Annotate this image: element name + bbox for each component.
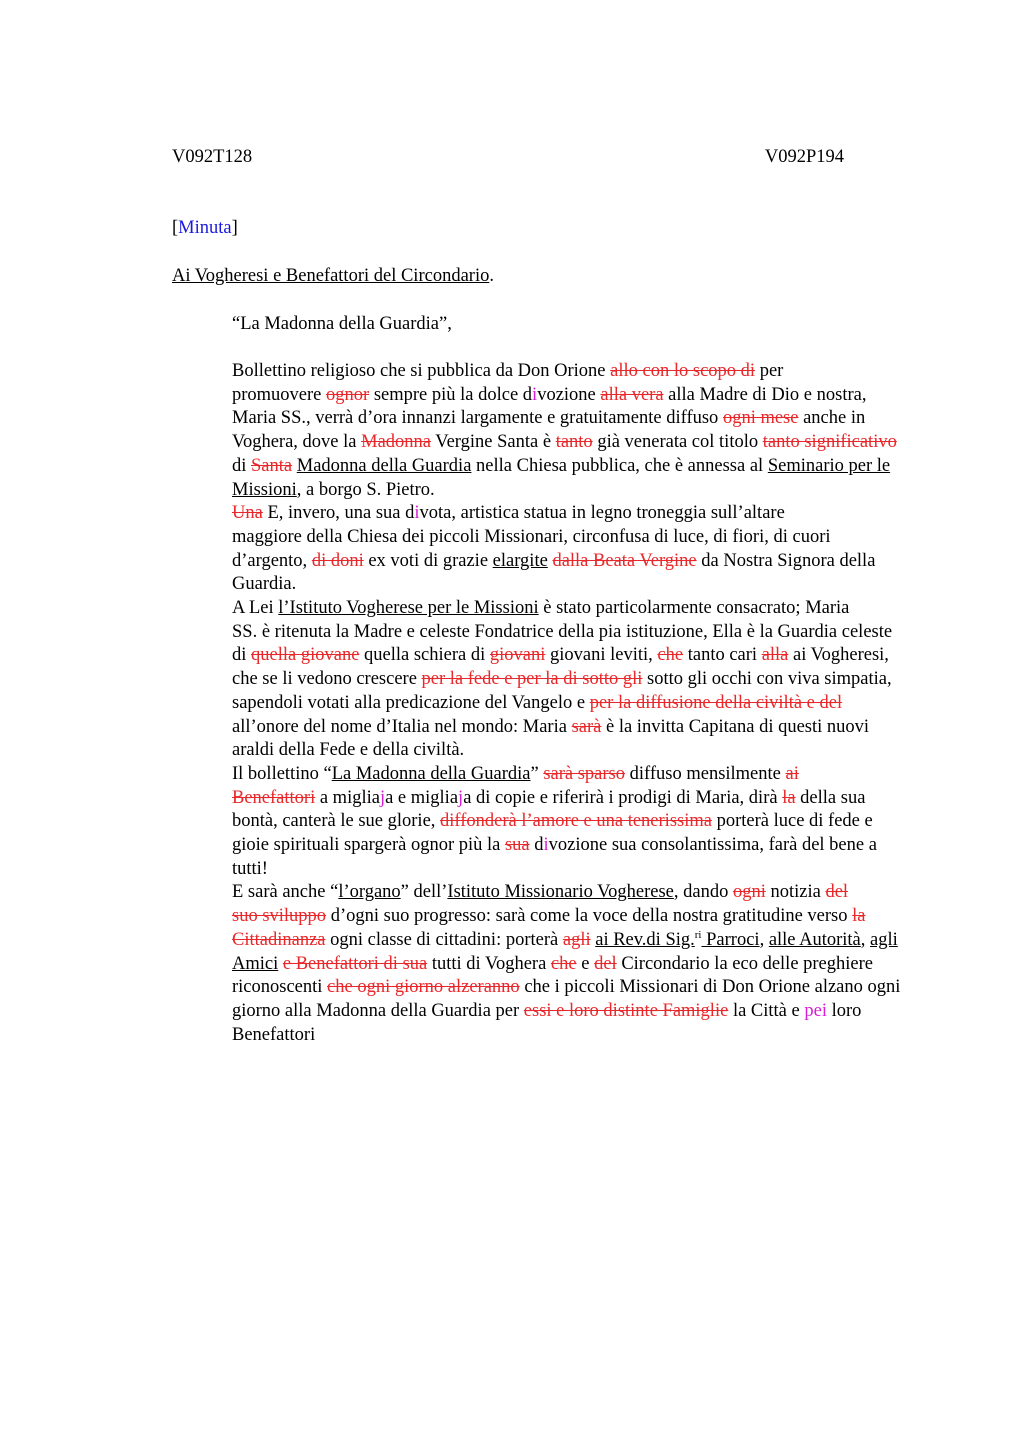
deleted-text: alla	[761, 645, 789, 666]
text-run: diffuso mensilmente	[625, 763, 786, 784]
deleted-text: Una	[232, 503, 263, 524]
text-line	[172, 550, 932, 574]
document-header	[172, 146, 844, 170]
bulletin-title: “La Madonna della Guardia”,	[232, 314, 452, 334]
text-run: d’argento,	[232, 550, 312, 571]
deleted-text: diffonderà l’amore e una tenerissima	[440, 811, 712, 832]
text-run: , dando	[673, 882, 733, 903]
inserted-letter: i	[414, 503, 420, 524]
deleted-text: agli	[562, 929, 591, 950]
text-run: nella Chiesa pubblica, che è annessa al	[471, 455, 768, 476]
text-run: Guardia.	[232, 574, 297, 595]
text-run: la Città e	[728, 1000, 805, 1021]
underlined-text: ai Rev.di Sig.	[595, 929, 695, 950]
text-line	[172, 834, 932, 858]
underlined-text: elargite	[492, 550, 548, 571]
label-close-bracket: ]	[231, 218, 238, 238]
inserted-letter: j	[458, 787, 464, 808]
text-run: a di copie e riferirà i prodigi di Maria, dirà	[463, 787, 783, 808]
text-run: di	[232, 645, 252, 666]
text-run: ”	[530, 763, 544, 784]
deleted-text: Benefattori	[232, 787, 316, 808]
underlined-text: l’Istituto Vogherese per le Missioni	[278, 598, 539, 619]
label-text: Minuta	[178, 218, 232, 238]
text-run: promuovere	[232, 384, 327, 405]
deleted-text: Madonna	[361, 432, 431, 453]
text-run: Voghera, dove la	[232, 432, 362, 453]
text-run: , a borgo S. Pietro.	[296, 479, 435, 500]
text-run: E sarà anche “	[232, 882, 339, 903]
deleted-text: la	[852, 906, 866, 927]
text-line	[172, 1024, 932, 1048]
text-run: tutti!	[232, 858, 268, 879]
deleted-text: di doni	[311, 550, 364, 571]
text-line	[172, 597, 932, 621]
text-line	[172, 953, 932, 977]
text-line	[172, 881, 932, 905]
text-run: vozione sua consolantissima, farà del bene a	[548, 835, 877, 856]
deleted-text: tanto significativo	[762, 432, 897, 453]
text-run: e	[576, 953, 595, 974]
underlined-text: Istituto Missionario Vogherese	[447, 882, 674, 903]
text-line	[172, 692, 932, 716]
address-line	[172, 265, 494, 289]
underlined-text: Amici	[232, 953, 279, 974]
underlined-text: agli	[870, 929, 898, 950]
text-run: per	[755, 361, 784, 381]
superscript-text: ri	[694, 928, 702, 941]
text-line	[172, 763, 932, 787]
address-text: Ai Vogheresi e Benefattori del Circondario	[172, 266, 490, 286]
text-line	[172, 431, 932, 455]
deleted-text: la	[782, 787, 796, 808]
text-run: Benefattori	[232, 1024, 316, 1045]
underlined-text: Seminario per le	[767, 455, 891, 476]
text-run: sempre più la dolce d	[369, 384, 533, 405]
deleted-text: essi e loro distinte Famiglie	[523, 1000, 729, 1021]
text-run: tutti di Voghera	[427, 953, 551, 974]
text-run: ai Vogheresi,	[788, 645, 889, 666]
text-run: anche in	[798, 408, 866, 429]
deleted-text: che	[550, 953, 577, 974]
deleted-text: del	[594, 953, 617, 974]
text-run: Bollettino religioso che si pubblica da Don Orione	[232, 361, 611, 381]
text-line	[172, 407, 932, 431]
text-run: della sua	[795, 787, 866, 808]
text-run: ,	[860, 929, 871, 950]
letter-body	[172, 360, 932, 1047]
text-line	[172, 526, 932, 550]
text-run: tanto cari	[683, 645, 762, 666]
text-run: Circondario la eco delle preghiere	[616, 953, 873, 974]
inserted-letter: i	[532, 384, 538, 405]
text-run: bontà, canterà le sue glorie,	[232, 811, 441, 832]
text-line	[172, 502, 932, 526]
text-run: d	[529, 835, 544, 856]
text-run: ogni classe di cittadini: porterà	[325, 929, 563, 950]
text-line	[172, 621, 932, 645]
text-run: di	[232, 455, 252, 476]
paragraph	[172, 502, 932, 597]
deleted-text: ogni mese	[722, 408, 799, 429]
text-run: ex voti di grazie	[363, 550, 493, 571]
text-run: a e miglia	[385, 787, 459, 808]
text-run: Il bollettino “	[232, 763, 332, 784]
deleted-text: sua	[504, 835, 530, 856]
text-run: ” dell’	[400, 882, 448, 903]
text-run: quella schiera di	[359, 645, 490, 666]
paragraph	[172, 881, 932, 1047]
paragraph	[172, 597, 932, 763]
underlined-text: Madonna della Guardia	[296, 455, 472, 476]
text-line	[172, 1000, 932, 1024]
deleted-text: Cittadinanza	[232, 929, 326, 950]
deleted-text: che ogni giorno alzeranno	[327, 977, 520, 998]
text-run: vozione	[537, 384, 601, 405]
document-code-left: V092T128	[172, 147, 253, 167]
deleted-text: e Benefattori di sua	[282, 953, 428, 974]
text-run: sotto gli occhi con viva simpatia,	[642, 669, 892, 690]
text-line	[172, 739, 932, 763]
underlined-text: Parroci	[701, 929, 760, 950]
text-line	[172, 905, 932, 929]
text-line	[172, 360, 932, 384]
address-period: .	[489, 266, 494, 286]
deleted-text: che	[657, 645, 684, 666]
deleted-text: dalla Beata Vergine	[552, 550, 697, 571]
deleted-text: sarà	[571, 716, 602, 737]
text-run: Maria SS., verrà d’ora innanzi largamente e gratuitamente diffuso	[232, 408, 723, 429]
text-run: ,	[759, 929, 769, 950]
deleted-text: suo sviluppo	[232, 906, 327, 927]
deleted-text: alla vera	[600, 384, 664, 405]
text-line	[172, 644, 932, 668]
text-run: è stato particolarmente consacrato; Maria	[538, 598, 850, 619]
text-run: Vergine Santa è	[431, 432, 556, 453]
text-line	[172, 455, 932, 479]
document-code-right: V092P194	[764, 147, 844, 167]
deleted-text: Santa	[251, 455, 293, 476]
inserted-letter: i	[543, 835, 549, 856]
paragraph	[172, 360, 932, 502]
text-line	[172, 976, 932, 1000]
deleted-text: ognor	[326, 384, 370, 405]
underlined-text: La Madonna della Guardia	[331, 763, 531, 784]
text-line	[172, 716, 932, 740]
text-line	[172, 384, 932, 408]
label-open-bracket: [	[172, 218, 179, 238]
text-run: maggiore della Chiesa dei piccoli Missionari, circonfusa di luce, di fiori, di cuori	[232, 526, 831, 547]
deleted-text: per la diffusione della civiltà e del	[589, 692, 843, 713]
deleted-text: tanto	[555, 432, 593, 453]
text-run: giovani leviti,	[545, 645, 658, 666]
text-run: gioie spirituali spargerà ognor più la	[232, 835, 505, 856]
text-run: vota, artistica statua in legno troneggia sull’altare	[419, 503, 785, 524]
text-run: porterà luce di fede e	[711, 811, 873, 832]
text-run: a miglia	[315, 787, 380, 808]
deleted-text: sarà sparso	[543, 763, 626, 784]
text-run: alla Madre di Dio e nostra,	[663, 384, 867, 405]
text-run: che se li vedono crescere	[232, 669, 422, 690]
deleted-text: del	[825, 882, 849, 903]
underlined-text: Missioni	[232, 479, 297, 500]
document-type-label	[172, 217, 238, 241]
underlined-text: l’organo	[338, 882, 401, 903]
deleted-text: per la fede e per la di sotto gli	[421, 669, 643, 690]
text-line	[172, 810, 932, 834]
underlined-text: alle Autorità	[768, 929, 861, 950]
inserted-letter: j	[379, 787, 386, 808]
text-run: riconoscenti	[232, 977, 328, 998]
text-run: sapendoli votati alla predicazione del Vangelo e	[232, 692, 590, 713]
text-run: giorno alla Madonna della Guardia per	[232, 1000, 524, 1021]
text-run: SS. è ritenuta la Madre e celeste Fondatrice della pia istituzione, Ella è la Guardia celeste	[232, 621, 893, 642]
text-line	[172, 858, 932, 882]
text-run: che i piccoli Missionari di Don Orione alzano ogni	[519, 977, 901, 998]
text-line	[172, 479, 932, 503]
text-line	[172, 787, 932, 811]
text-run: è la invitta Capitana di questi nuovi	[601, 716, 870, 737]
text-run: loro	[826, 1000, 862, 1021]
text-run: da Nostra Signora della	[696, 550, 876, 571]
text-run: araldi della Fede e della civiltà.	[232, 740, 465, 761]
text-run: all’onore del nome d’Italia nel mondo: Maria	[232, 716, 572, 737]
deleted-text: allo con lo scopo di	[610, 361, 756, 381]
deleted-text: ai	[785, 763, 799, 784]
text-line	[172, 929, 932, 953]
paragraph	[172, 763, 932, 882]
text-run: notizia	[765, 882, 826, 903]
text-line	[172, 668, 932, 692]
text-run: d’ogni suo progresso: sarà come la voce della nostra gratitudine verso	[326, 906, 853, 927]
deleted-text: quella giovane	[251, 645, 360, 666]
text-run: A Lei	[232, 598, 279, 619]
text-run: E, invero, una sua d	[262, 503, 415, 524]
text-run: già venerata col titolo	[592, 432, 763, 453]
deleted-text: ogni	[732, 882, 766, 903]
text-line	[172, 573, 932, 597]
deleted-text: giovani	[489, 645, 546, 666]
inserted-letter: pei	[804, 1000, 827, 1021]
